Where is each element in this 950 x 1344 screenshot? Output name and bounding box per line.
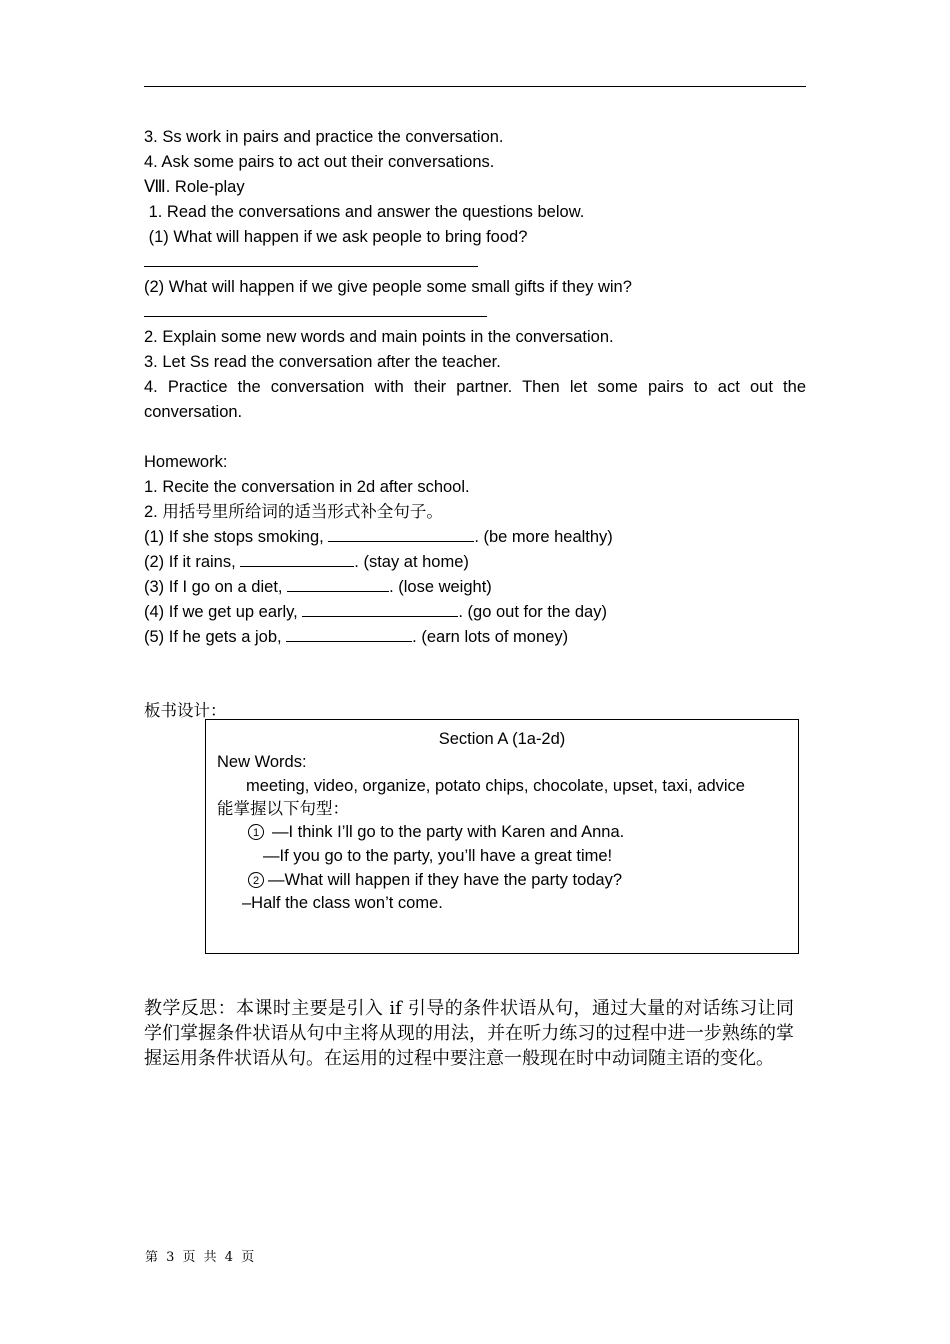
pattern-line-1: 1 —I think I’ll go to the party with Karen and Anna.	[248, 820, 624, 844]
fill-blank	[302, 600, 458, 617]
homework-sentence	[144, 625, 806, 650]
homework-sentence	[144, 575, 806, 600]
roleplay-item-3: 3. Let Ss read the conversation after the teacher.	[144, 353, 501, 371]
roleplay-heading: Ⅷ. Role-play	[144, 178, 245, 196]
sentence-patterns-label: 能掌握以下句型：	[217, 800, 349, 818]
fill-blank	[287, 575, 389, 592]
header-rule	[144, 86, 806, 87]
fill-blank	[240, 550, 354, 567]
board-design-box	[205, 719, 799, 954]
new-words-list: meeting, video, organize, potato chips, chocolate, upset, taxi, advice	[246, 777, 745, 795]
answer-line-1	[144, 250, 806, 275]
sentence-hint: . (be more healthy)	[474, 528, 613, 546]
sentence-hint: . (stay at home)	[354, 553, 469, 571]
pattern-line-4: –Half the class won’t come.	[242, 894, 443, 912]
step-4: 4. Ask some pairs to act out their conversations.	[144, 153, 495, 171]
roleplay-item-4: 4. Practice the conversation with their partner. Then let some pairs to act out the conversation.	[144, 378, 806, 421]
answer-line-2	[144, 300, 806, 325]
sentence-prefix: (4) If we get up early,	[144, 603, 303, 621]
circled-number-1: 1	[248, 824, 264, 840]
homework-item-2: 2. 用括号里所给词的适当形式补全句子。	[144, 503, 443, 521]
sentence-hint: . (lose weight)	[389, 578, 492, 596]
sentence-prefix: (5) If he gets a job,	[144, 628, 287, 646]
circled-number-2: 2	[248, 872, 264, 888]
sentence-prefix: (1) If she stops smoking,	[144, 528, 329, 546]
board-design-label: 板书设计：	[144, 702, 227, 720]
homework-sentence	[144, 550, 806, 575]
teaching-reflection: 教学反思：本课时主要是引入 if 引导的条件状语从句，通过大量的对话练习让同学们掌握条件状语从句中主将从现的用法，并在听力练习的过程中进一步熟练的掌握运用条件状语从句。在运用的过程中要注意一般现在时中动词随主语的变化。	[144, 998, 794, 1069]
pattern-line-3: 2 —What will happen if they have the party today?	[248, 868, 622, 892]
sentence-hint: . (go out for the day)	[458, 603, 607, 621]
new-words-label: New Words:	[217, 753, 307, 771]
fill-blank	[286, 625, 412, 642]
homework-sentence	[144, 600, 806, 625]
question-1: (1) What will happen if we ask people to bring food?	[144, 228, 528, 246]
homework-item-1: 1. Recite the conversation in 2d after school.	[144, 478, 470, 496]
sentence-hint: . (earn lots of money)	[412, 628, 569, 646]
fill-blank	[328, 525, 474, 542]
pattern-line-2: —If you go to the party, you’ll have a great time!	[263, 847, 613, 865]
step-3: 3. Ss work in pairs and practice the conversation.	[144, 128, 504, 146]
lesson-steps	[144, 125, 806, 650]
board-title: Section A (1a-2d)	[438, 730, 566, 748]
roleplay-item-1: 1. Read the conversations and answer the questions below.	[144, 203, 585, 221]
page-footer: 第 3 页 共 4 页	[145, 1250, 255, 1265]
spacer	[144, 425, 806, 450]
homework-heading: Homework:	[144, 453, 228, 471]
sentence-prefix: (2) If it rains,	[144, 553, 241, 571]
roleplay-item-2: 2. Explain some new words and main points in the conversation.	[144, 328, 614, 346]
sentence-prefix: (3) If I go on a diet,	[144, 578, 288, 596]
question-2: (2) What will happen if we give people some small gifts if they win?	[144, 278, 632, 296]
homework-sentence	[144, 525, 806, 550]
